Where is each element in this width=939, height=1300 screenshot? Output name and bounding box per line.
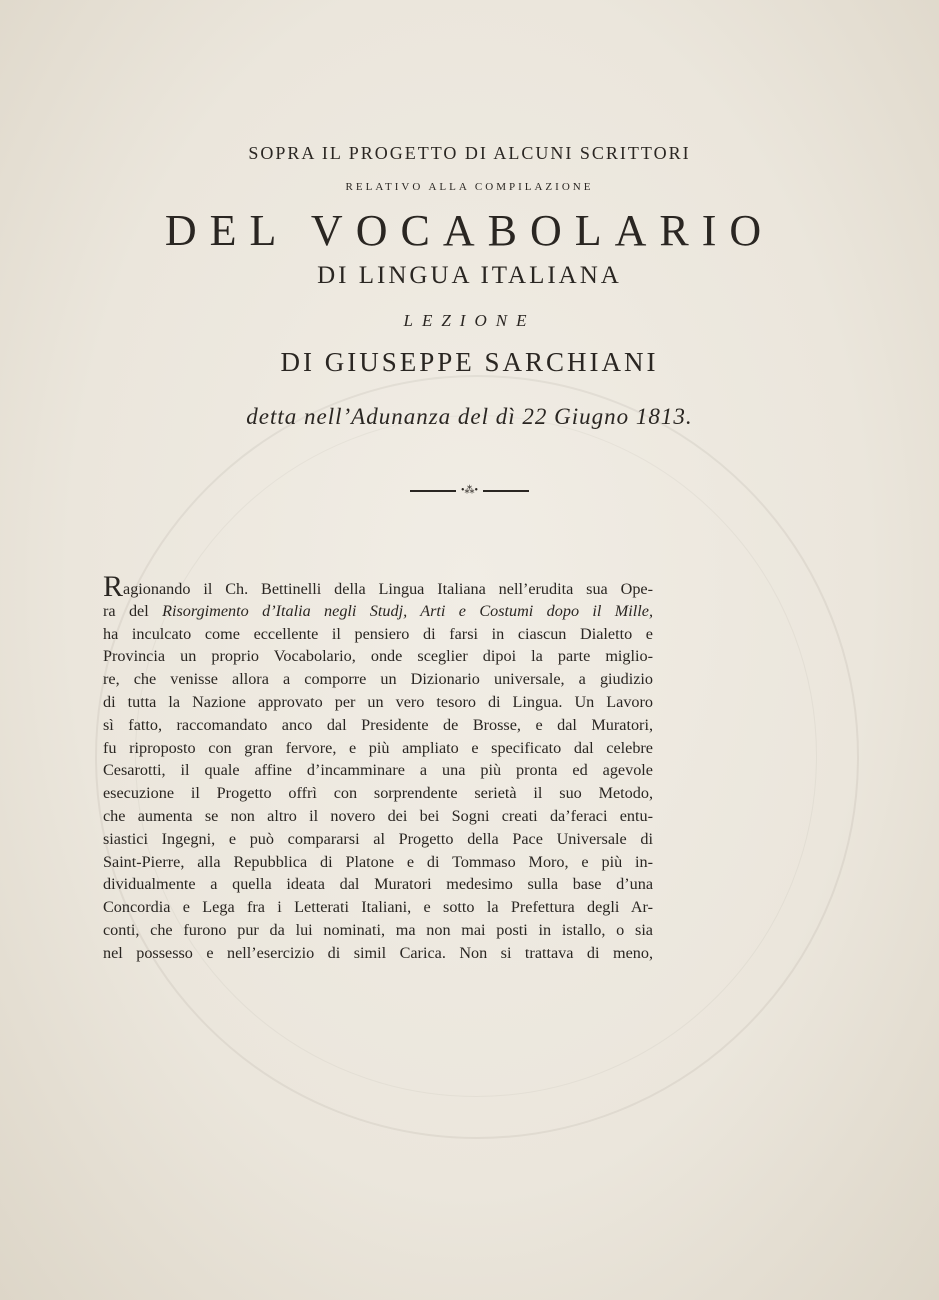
body-line: Concordia e Lega fra i Letterati Italiani, e sotto la Prefettura degli Ar- bbox=[103, 898, 653, 917]
body-line: ha inculcato come eccellente il pensiero di farsi in ciascun Dialetto e bbox=[103, 624, 653, 643]
body-paragraph bbox=[103, 570, 653, 965]
title-line-relativo: RELATIVO ALLA COMPILAZIONE bbox=[345, 181, 594, 193]
body-line: dividualmente a quella ideata dal Muratori medesimo sulla base d’una bbox=[103, 875, 653, 894]
body-line: Ragionando il Ch. Bettinelli della Lingua Italiana nell’erudita sua Ope- bbox=[103, 570, 653, 603]
body-line: che aumenta se non altro il novero dei bei Sogni creati da’feraci entu- bbox=[103, 806, 653, 825]
ornament-rule-left bbox=[410, 490, 456, 492]
subtitle: DI LINGUA ITALIANA bbox=[317, 262, 622, 289]
lezione-label: LEZIONE bbox=[403, 311, 536, 330]
ornament-rule-right bbox=[483, 490, 529, 492]
drop-cap: R bbox=[103, 570, 124, 603]
body-line: ra del Risorgimento d’Italia negli Studj, Arti e Costumi dopo il Mille, bbox=[103, 601, 653, 620]
body-line: re, che venisse allora a comporre un Dizionario universale, a giudizio bbox=[103, 670, 653, 689]
ornament-glyph: •⁂• bbox=[460, 485, 478, 496]
main-title: DEL VOCABOLARIO bbox=[164, 206, 775, 255]
body-line: conti, che furono pur da lui nominati, ma non mai posti in istallo, o sia bbox=[103, 920, 653, 939]
body-line: Saint-Pierre, alla Repubblica di Platone e di Tommaso Moro, e più in- bbox=[103, 852, 653, 871]
body-line: fu riproposto con gran fervore, e più ampliato e specificato dal celebre bbox=[103, 738, 653, 757]
author-line: DI GIUSEPPE SARCHIANI bbox=[280, 347, 659, 377]
ornament-divider bbox=[0, 486, 939, 496]
title-line-sopra: SOPRA IL PROGETTO DI ALCUNI SCRITTORI bbox=[248, 143, 691, 163]
body-line: Cesarotti, il quale affine d’incamminare a una più pronta ed agevole bbox=[103, 761, 653, 780]
body-line: nel possesso e nell’esercizio di simil Carica. Non si trattava di meno, bbox=[103, 943, 653, 962]
body-line: siastici Ingegni, e può compararsi al Progetto della Pace Universale di bbox=[103, 829, 653, 848]
body-line: esecuzione il Progetto offrì con sorprendente serietà il suo Metodo, bbox=[103, 784, 653, 803]
date-line: detta nell’Adunanza del dì 22 Giugno 1813. bbox=[246, 404, 693, 429]
body-line: sì fatto, raccomandato anco dal Presidente de Brosse, e dal Muratori, bbox=[103, 715, 653, 734]
body-line: di tutta la Nazione approvato per un vero tesoro di Lingua. Un Lavoro bbox=[103, 692, 653, 711]
work-title-italic: Risorgimento d’Italia negli Studj, Arti e Costumi dopo il Mille, bbox=[162, 601, 653, 620]
body-line: Provincia un proprio Vocabolario, onde sceglier dipoi la parte miglio- bbox=[103, 647, 653, 666]
